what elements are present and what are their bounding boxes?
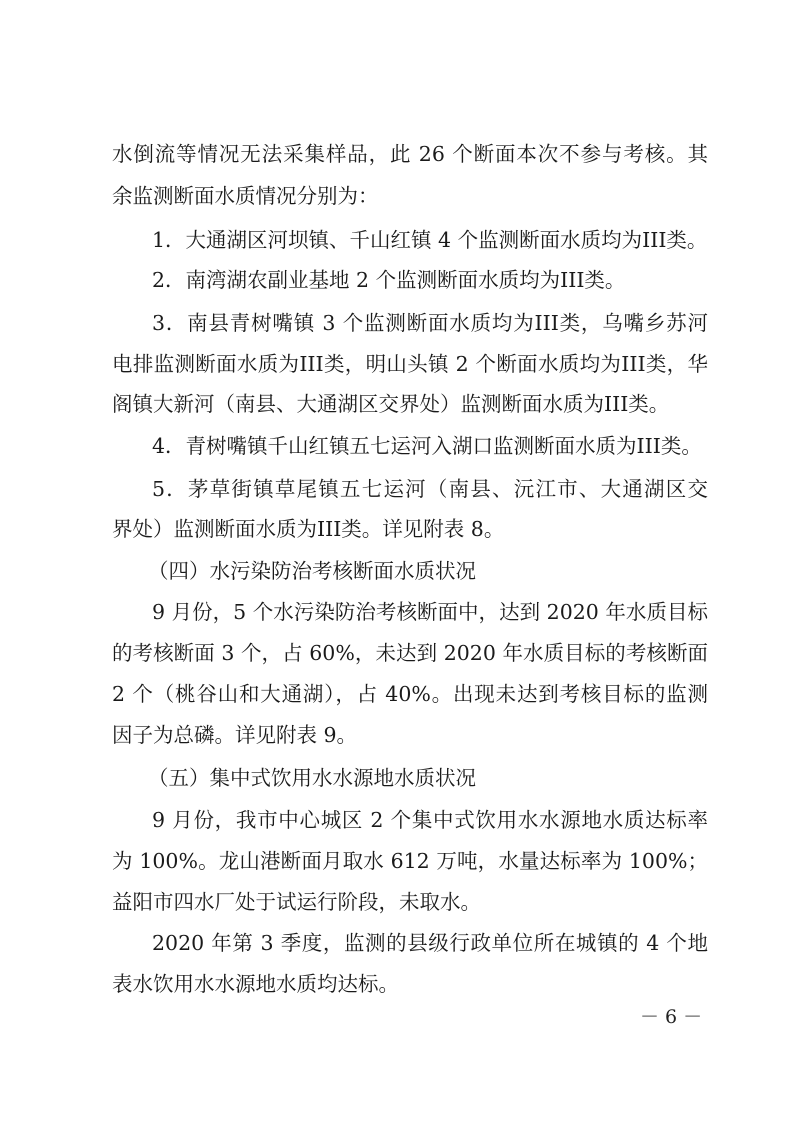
paragraph-line: 阁镇大新河（南县、大通湖区交界处）监测断面水质为III类。 [112, 392, 670, 416]
paragraph-line: 水倒流等情况无法采集样品，此 26 个断面本次不参与考核。其 [112, 142, 708, 166]
section-heading: （五）集中式饮用水水源地水质状况 [148, 766, 476, 790]
paragraph-line: 的考核断面 3 个，占 60%，未达到 2020 年水质目标的考核断面 [112, 641, 708, 665]
list-item: 5．茅草街镇草尾镇五七运河（南县、沅江市、大通湖区交 [152, 477, 708, 501]
paragraph-line: 界处）监测断面水质为III类。详见附表 8。 [112, 517, 505, 541]
list-item: 3．南县青树嘴镇 3 个监测断面水质均为III类，乌嘴乡苏河 [152, 311, 708, 335]
paragraph-line: 9 月份，5 个水污染防治考核断面中，达到 2020 年水质目标 [152, 600, 708, 624]
paragraph-line: 电排监测断面水质为III类，明山头镇 2 个断面水质均为III类，华 [112, 352, 708, 376]
paragraph-line: 因子为总磷。详见附表 9。 [112, 723, 358, 747]
paragraph-line: 为 100%。龙山港断面月取水 612 万吨，水量达标率为 100%； [112, 849, 708, 873]
paragraph-line: 益阳市四水厂处于试运行阶段，未取水。 [112, 890, 481, 914]
paragraph-line: 余监测断面水质情况分别为： [112, 184, 379, 208]
section-heading: （四）水污染防治考核断面水质状况 [148, 559, 476, 583]
list-item: 2．南湾湖农副业基地 2 个监测断面水质均为III类。 [152, 268, 626, 292]
paragraph-line: 2 个（桃谷山和大通湖），占 40%。出现未达到考核目标的监测 [112, 682, 708, 706]
paragraph-line: 2020 年第 3 季度，监测的县级行政单位所在城镇的 4 个地 [152, 931, 708, 955]
paragraph-line: 表水饮用水水源地水质均达标。 [112, 972, 399, 996]
list-item: 1．大通湖区河坝镇、千山红镇 4 个监测断面水质均为III类。 [152, 228, 708, 252]
paragraph-line: 9 月份，我市中心城区 2 个集中式饮用水水源地水质达标率 [152, 808, 708, 832]
list-item: 4．青树嘴镇千山红镇五七运河入湖口监测断面水质为III类。 [152, 434, 702, 458]
page-number: － 6 － [640, 1006, 703, 1028]
